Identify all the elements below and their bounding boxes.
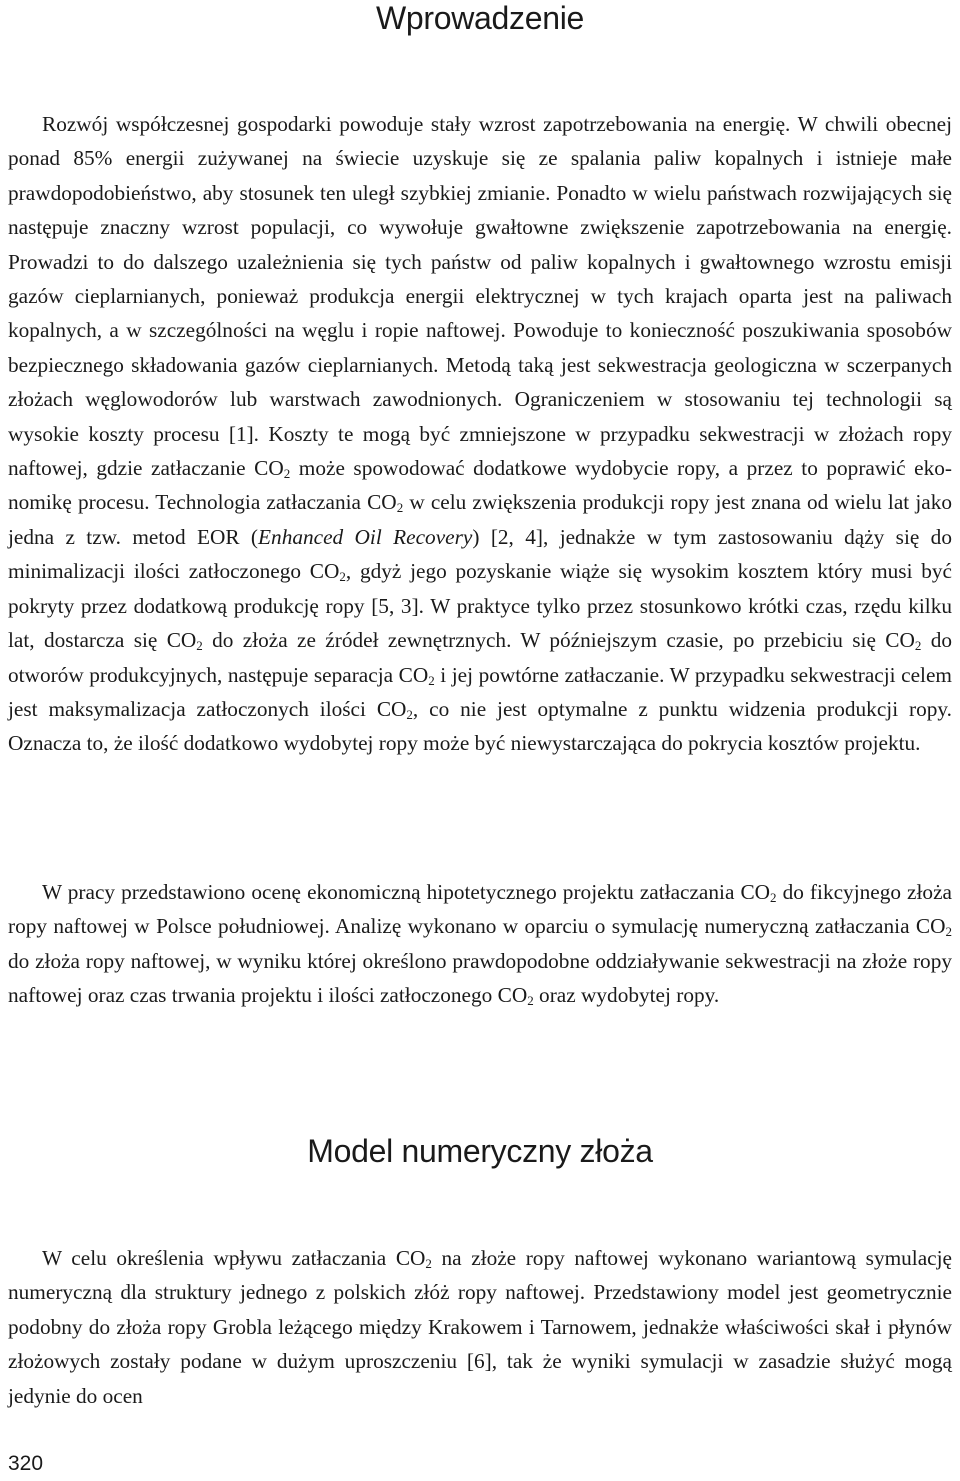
page-number: 320 (8, 1452, 44, 1475)
subscript: 2 (425, 1256, 432, 1271)
body-paragraph: W pracy przedstawiono ocenę ekonomiczną hipotetycznego projektu zatłaczania $CO_2$ do fikcyjnego złoża ropy naftowej w Polsce południowej. Analizę wykonano w oparciu o symulację numeryczną zatłaczania $CO_2$ do złoża ropy naftowej, w wyniku której określono prawdopodobne oddziaływanie sekwestracji na złoże ropy naftowej oraz czas trwania projektu i ilości zatłoczonego $CO_2$ oraz wydobytej ropy. (8, 880, 952, 1009)
subscript: 2 (945, 924, 952, 940)
body-paragraph: W celu określenia wpływu zatłaczania $CO_2$ na złoże ropy naftowej wykonano wariantową symulację numeryczną dla struktury jednego z polskich złóż ropy naftowej. Przedstawiony model jest geometrycznie podobny do złoża ropy Grobla leżącego między Krakowem i Tarnowem, jednakże właściwości skał i płynów złożowych zostały podane w dużym uproszczeniu [6], tak że wyniki symulacji w zasadzie służyć mogą jedynie do ocen (8, 1246, 952, 1408)
section-title-introduction: Wprowadzenie (375, 0, 585, 36)
subscript: 2 (428, 672, 435, 688)
subscript: 2 (527, 993, 534, 1009)
subscript: 2 (770, 890, 777, 905)
document-page (8, 0, 952, 1481)
body-paragraph: Rozwój współczesnej gospodarki powoduje stały wzrost zapotrzebowania na energię. W chwili obecnej ponad 85% energii zużywanej na świecie uzyskuje się ze spalania paliw kopalnych i istnieje małe prawdopodobieństwo, aby stosunek ten uległ szybkiej zmianie. Ponadto w wielu państwach rozwijających się następuje znaczny wzrost populacji, co wywołuje gwałtowne zwiększenie zapotrzebowania na energię. Prowadzi to do dalszego uzależnienia się tych państw od paliw kopalnych i gwałtownego wzrostu emisji gazów cieplarnianych, ponieważ produkcja energii elektrycznej w tych krajach oparta jest na paliwach kopalnych, a w szczególności na węglu i ropie naftowej. Powoduje to konieczność poszukiwania sposobów bezpiecznego składowania gazów cieplarnianych. Metodą taką jest sekwestracja geologiczna w sczerpanych złożach węglowodorów lub warstwach zawodnionych. Ograniczeniem w stosowaniu tej technologii są wysokie koszty procesu [1]. Koszty te mogą być zmniejszone w przypadku sekwestracji w złożach ropy naftowej, gdzie zatłaczanie $CO_2$ może spowodować dodatkowe wydobycie ropy, a przez to poprawić ekonomikę procesu. Technologia zatłaczania $CO_2$ w celu zwiększenia produkcji ropy jest znana od wielu lat jako jedna z tzw. metod EOR (Enhanced Oil Recovery) [2, 4], jednakże w tym zastosowaniu dąży się do minimalizacji ilości zatłoczonego $CO_2$, gdyż jego pozyskanie wiąże się wysokim kosztem który musi być pokryty przez dodatkową produkcję ropy [5, 3]. W praktyce tylko przez stosunkowo krótki czas, rzędu kilku lat, dostarcza się $CO_2$ do złoża ze źródeł zewnętrznych. W późniejszym czasie, po przebiciu się $CO_2$ do otworów produkcyjnych, następuje separacja $CO_2$ i jej powtórne zatłaczanie. W przypadku sekwestracji celem jest maksymalizacja zatłoczonych ilości $CO_2$, co nie jest optymalne z punktu widzenia produkcji ropy. Oznacza to, że ilość dodatkowo wydobytej ropy może być niewystarczająca do pokrycia kosztów projektu. (8, 112, 953, 756)
subscript: 2 (406, 706, 413, 722)
section-title-numerical-model: Model numeryczny złoża (307, 1133, 653, 1169)
subscript: 2 (283, 466, 291, 482)
italic-term: Enhanced Oil Recovery (258, 524, 473, 549)
subscript: 2 (196, 638, 203, 654)
subscript: 2 (914, 638, 922, 654)
subscript: 2 (339, 569, 346, 585)
subscript: 2 (396, 500, 404, 516)
